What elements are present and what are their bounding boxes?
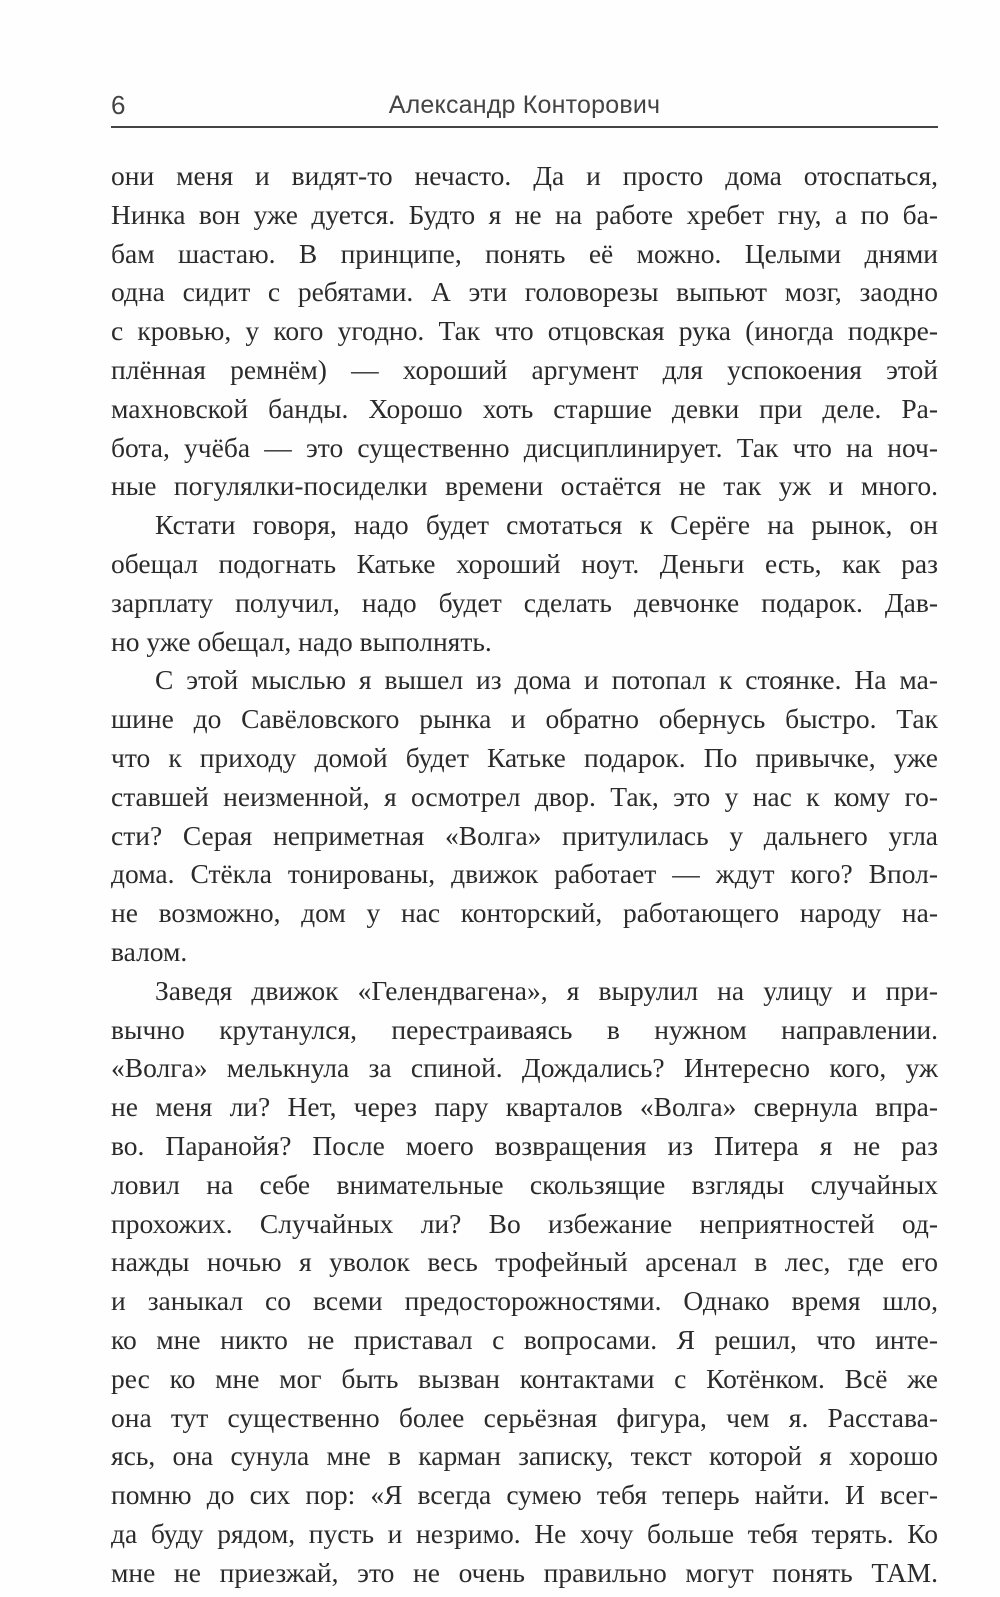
- text-line: вычно крутанулся, перестраиваясь в нужном направлении.: [111, 1013, 938, 1045]
- text-line: Кстати говоря, надо будет смотаться к Серёге на рынок, он: [155, 509, 938, 541]
- text-line: что к приходу домой будет Катьке подарок. По привычке, уже: [111, 741, 938, 773]
- text-line: дома. Стёкла тонированы, движок работает — ждут кого? Впол-: [111, 858, 938, 890]
- text-line: «Волга» мелькнула за спиной. Дождались? Интересно кого, уж: [111, 1052, 938, 1084]
- text-line: она тут существенно более серьёзная фигура, чем я. Расстава-: [111, 1401, 938, 1433]
- paragraph: [111, 157, 938, 506]
- text-line: рес ко мне мог быть вызван контактами с Котёнком. Всё же: [111, 1362, 938, 1394]
- text-line: прохожих. Случайных ли? Во избежание неприятностей од-: [111, 1207, 938, 1239]
- text-line: нажды ночью я уволок весь трофейный арсенал в лес, где его: [111, 1246, 938, 1278]
- text-line: валом.: [111, 935, 188, 967]
- text-line: не меня ли? Нет, через пару кварталов «Волга» свернула впра-: [111, 1091, 938, 1123]
- text-line: не возможно, дом у нас конторский, работающего народу на-: [111, 897, 938, 929]
- paragraph: [111, 972, 938, 1593]
- text-body: [111, 157, 938, 1592]
- text-line: шине до Савёловского рынка и обратно обернусь быстро. Так: [111, 703, 938, 735]
- text-line: ко мне никто не приставал с вопросами. Я решил, что инте-: [111, 1323, 938, 1355]
- text-line: и заныкал со всеми предосторожностями. Однако время шло,: [111, 1285, 938, 1317]
- text-line: Заведя движок «Гелендвагена», я вырулил на улицу и при-: [155, 974, 938, 1006]
- text-line: бам шастаю. В принципе, понять её можно. Целыми днями: [111, 237, 938, 269]
- text-line: одна сидит с ребятами. А эти головорезы выпьют мозг, заодно: [111, 276, 938, 308]
- paragraph: [111, 506, 938, 661]
- running-head: [111, 88, 938, 128]
- text-line: сти? Серая неприметная «Волга» притулилась у дальнего угла: [111, 819, 938, 851]
- text-line: бота, учёба — это существенно дисциплинирует. Так что на ноч-: [111, 431, 938, 463]
- text-line: Нинка вон уже дуется. Будто я не на работе хребет гну, а по ба-: [111, 198, 938, 230]
- text-line: с кровью, у кого угодно. Так что отцовская рука (иногда подкре-: [111, 315, 938, 347]
- text-line: обещал подогнать Катьке хороший ноут. Деньги есть, как раз: [111, 547, 938, 579]
- text-line: ясь, она сунула мне в карман записку, текст которой я хорошо: [111, 1440, 938, 1472]
- text-line: ловил на себе внимательные скользящие взгляды случайных: [111, 1168, 938, 1200]
- text-line: махновской банды. Хорошо хоть старшие девки при деле. Ра-: [111, 392, 938, 424]
- text-line: но уже обещал, надо выполнять.: [111, 625, 492, 657]
- text-line: ные погулялки-посиделки времени остаётся не так уж и много.: [111, 470, 938, 502]
- text-line: да буду рядом, пусть и незримо. Не хочу больше тебя терять. Ко: [111, 1517, 938, 1549]
- paragraph: [111, 661, 938, 971]
- text-line: помню до сих пор: «Я всегда сумею тебя теперь найти. И всег-: [111, 1479, 938, 1511]
- text-line: они меня и видят-то нечасто. Да и просто дома отоспаться,: [111, 160, 938, 191]
- text-line: плённая ремнём) — хороший аргумент для успокоения этой: [111, 353, 938, 385]
- text-line: мне не приезжай, это не очень правильно могут понять ТАМ.: [111, 1556, 938, 1588]
- text-line: зарплату получил, надо будет сделать девчонке подарок. Дав-: [111, 586, 938, 618]
- header-author: Александр Конторович: [388, 91, 661, 119]
- page-number: 6: [111, 90, 126, 120]
- text-line: во. Паранойя? После моего возвращения из Питера я не раз: [111, 1129, 938, 1161]
- text-line: ставшей неизменной, я осмотрел двор. Так, это у нас к кому го-: [111, 780, 938, 812]
- text-line: С этой мыслью я вышел из дома и потопал к стоянке. На ма-: [155, 664, 938, 696]
